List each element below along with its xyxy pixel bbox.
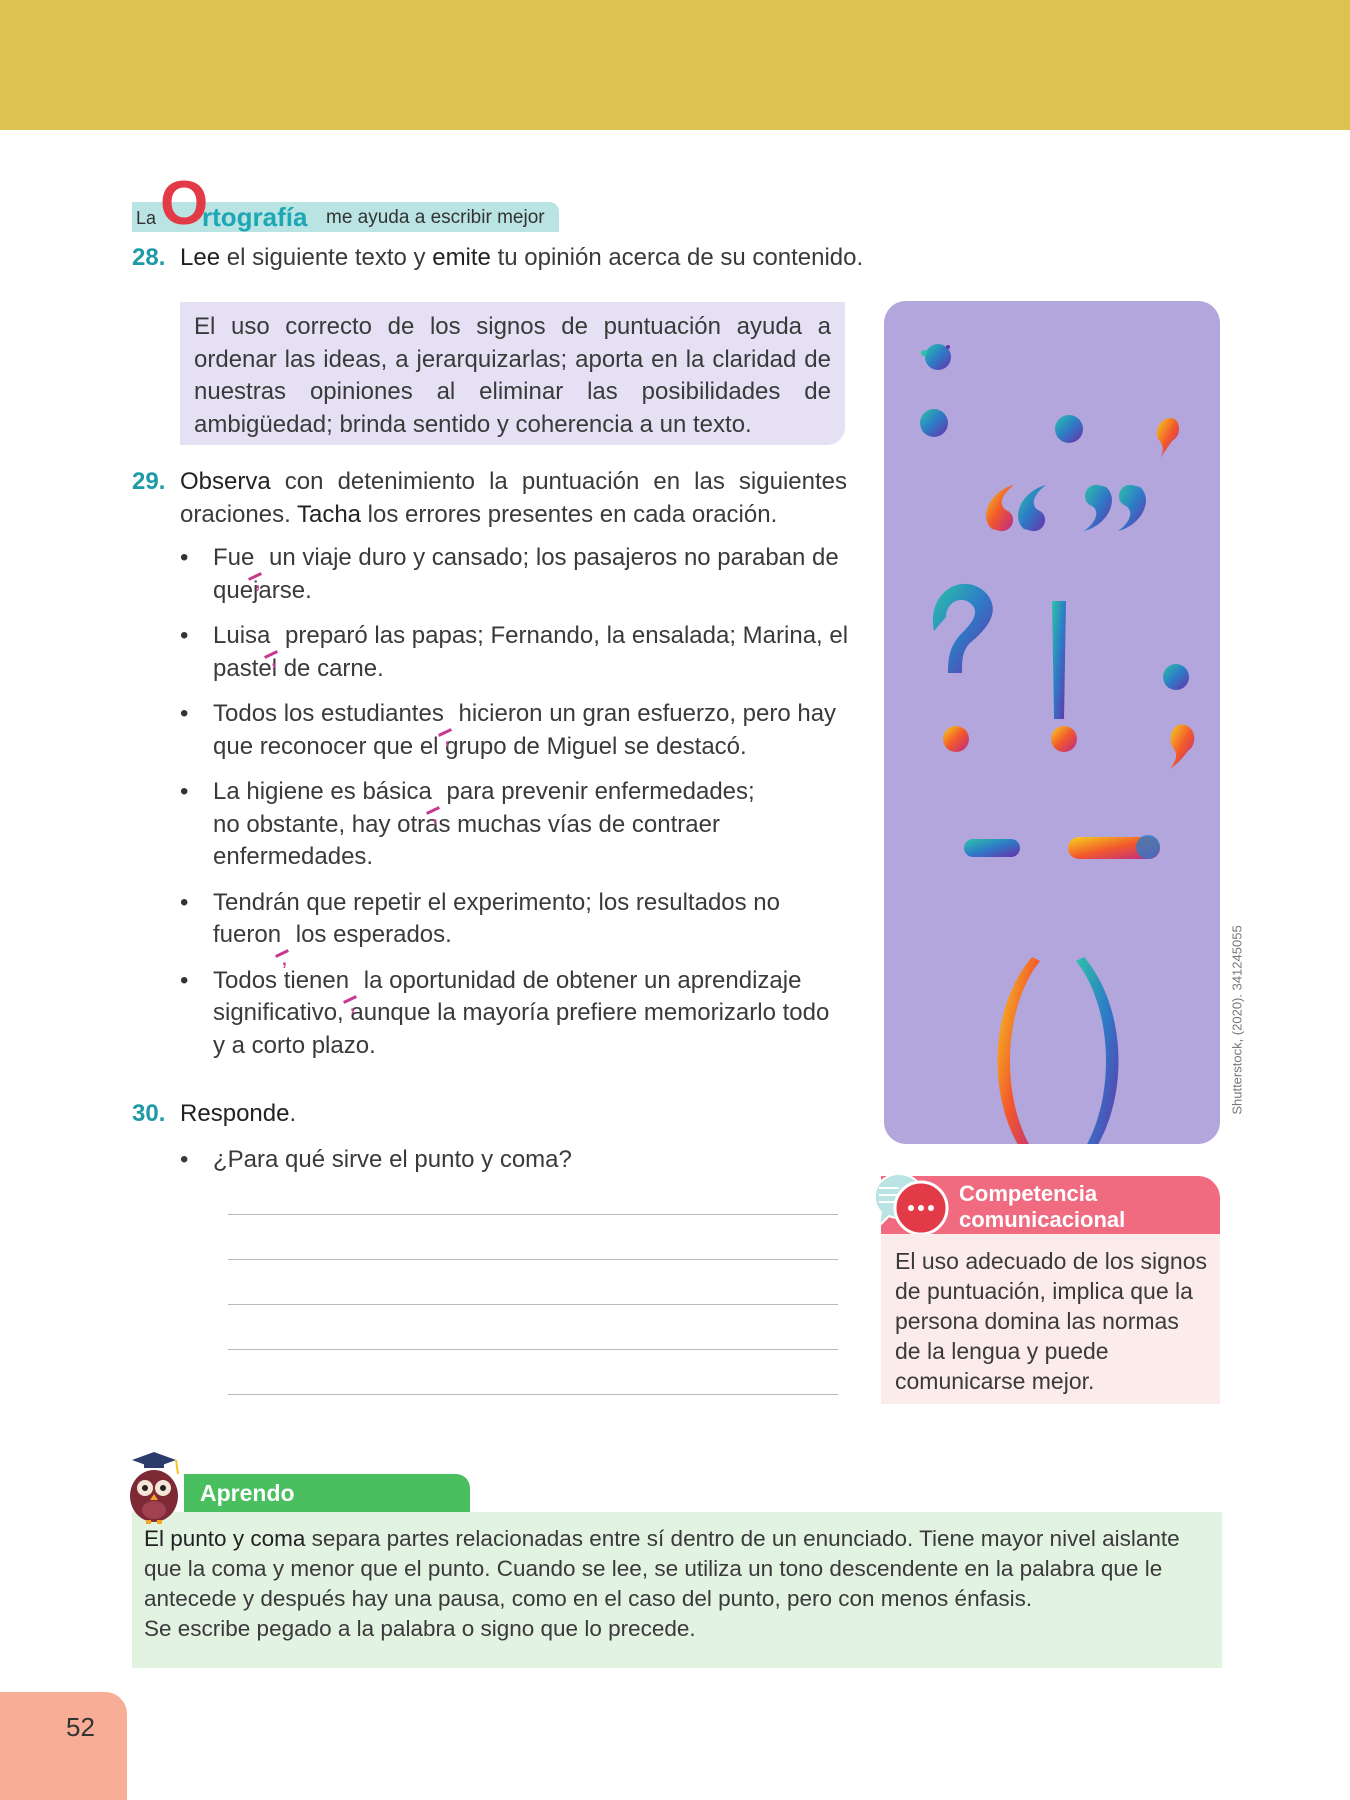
sentence-text: Todos los estudiantes [213,700,444,727]
instruction-text: el siguiente texto y [220,244,433,271]
header-word: rtografía [202,202,308,232]
sentence-text: Todos tienen [213,966,350,994]
competencia-box [881,1176,1220,1404]
sentence-text: la oportunidad de obtener un aprendizaje significativo, aunque la mayoría prefiere memorizarlo todo y a corto plazo. [213,966,830,1059]
sentence-text: un viaje duro y cansado; los pasajeros no paraban de quejarse. [213,544,839,604]
header-prefix: La [136,208,157,228]
sentence-text: Fue [213,544,255,571]
aprendo-title: Aprendo [200,1480,295,1506]
instruction-text: tu opinión acerca de su contenido. [490,244,864,271]
answer-line[interactable] [228,1349,838,1350]
question-number: 29. [132,468,166,495]
aprendo-text: Se escribe pegado a la palabra o signo que lo precede. [144,1616,696,1641]
aprendo-box [118,1450,1222,1670]
list-item [180,698,852,763]
sentence-text: hicieron un gran esfuerzo, pero hay que reconocer que el grupo de Miguel se destacó. [213,700,837,760]
period-splash-icon [920,409,1179,459]
quote-open-icon [986,485,1046,531]
quote-box: El uso correcto de los signos de puntuación ayuda a ordenar las ideas, a jerarquizarlas; aporta en la claridad de nuestras opiniones al eliminar las posibilidades de ambigüedad; brinda sentido y coherencia a un texto. [180,302,845,445]
sentence-text: Luisa [213,622,271,649]
comma-splash-icon [921,344,951,370]
sentence-text: los esperados. [289,921,452,948]
section-header [132,169,562,238]
header-big-letter: O [160,169,209,238]
instruction-verb: Lee [180,244,221,271]
sentence-text: La higiene es básica [213,778,432,805]
parentheses-icon [998,957,1119,1144]
question-28 [132,244,863,272]
question-mark-icon [933,584,993,752]
answer-line[interactable] [228,1394,838,1395]
sentence-text: preparó las papas; Fernando, la ensalada; Marina, el pastel de carne. [213,622,849,682]
exclamation-mark-icon [1051,601,1077,752]
semicolon-icon [1163,664,1194,769]
quote-close-icon [1084,485,1146,531]
competencia-body: El uso adecuado de los signos de puntuación, implica que la persona domina las normas de la lengua y puede comunicarse mejor. [881,1234,1220,1404]
instruction-verb: Observa [180,468,271,495]
list-item [180,620,852,685]
list-item [180,776,852,874]
list-item [180,965,852,1063]
instruction-verb: Tacha [296,500,362,528]
owl-mascot-icon [118,1450,186,1524]
instruction-text: los errores presentes en cada oración. [361,500,778,528]
page-number: 52 [66,1712,95,1742]
question-prompt: • ¿Para qué sirve el punto y coma? [180,1146,572,1174]
header-subtitle: me ayuda a escribir mejor [326,202,559,232]
instruction-verb: emite [432,244,491,271]
dash-icon [964,835,1160,859]
aprendo-body [132,1512,1222,1668]
instruction-text [132,466,847,531]
question-29 [132,466,847,531]
question-30 [132,1100,296,1128]
question-number: 28. [132,244,166,271]
page-number-tab [0,1692,127,1800]
instruction-text: con detenimiento la puntuación en las siguientes oraciones. [180,468,847,528]
list-item [180,542,852,607]
top-color-band [0,0,1350,130]
list-item [180,887,852,952]
answer-line[interactable] [228,1214,838,1215]
instruction-verb: Responde [180,1100,290,1127]
competencia-title: Competencia comunicacional [959,1181,1126,1232]
question-number: 30. [132,1100,166,1127]
sentence-text: Tendrán que repetir el experimento; los resultados no fueron [213,888,780,948]
punctuation-splash-art [884,301,1220,1144]
answer-line[interactable] [228,1259,838,1260]
image-credit [1225,920,1249,1120]
aprendo-text: separa partes relacionadas entre sí dentro de un enunciado. Tiene mayor nivel aislante que la coma y menor que el punto. Cuando se lee, se utiliza un tono descendente en la palabra que le antecede y después hay una pausa, como en el caso del punto, pero con menos énfasis. [144,1526,1180,1611]
instruction-text: . [289,1100,297,1127]
sentence-list [180,542,852,1075]
sentence-text: para prevenir enfermedades; no obstante, hay otras muchas vías de contraer enfermedades. [213,778,755,870]
answer-lines[interactable] [228,1214,838,1439]
aprendo-lead: El punto y coma [144,1526,306,1551]
image-credit-text: Shutterstock, (2020). 341245055 [1229,925,1245,1115]
answer-line[interactable] [228,1304,838,1305]
punctuation-illustration [884,301,1220,1144]
